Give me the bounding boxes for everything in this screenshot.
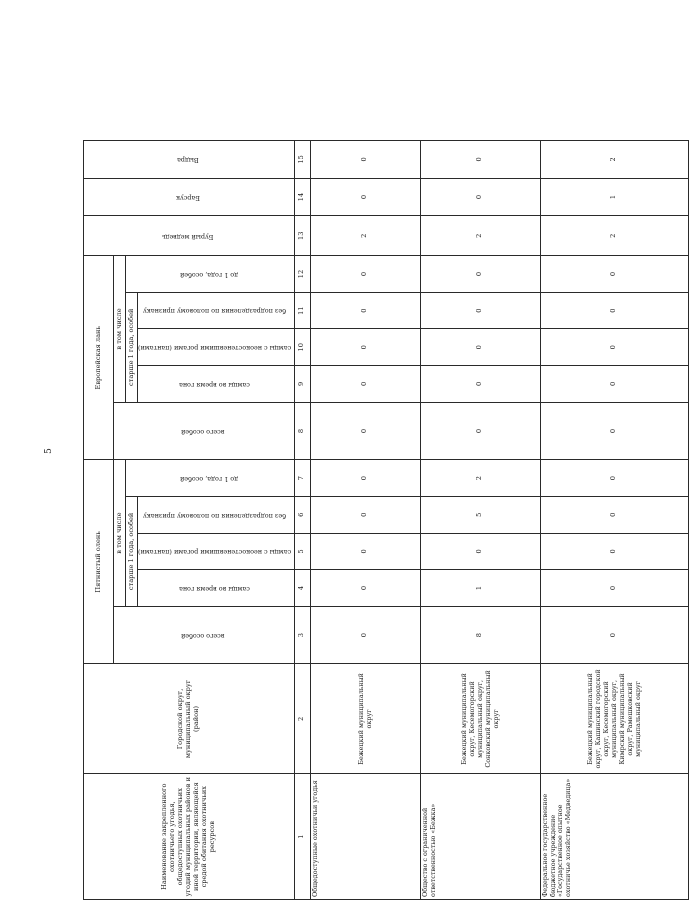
header-group-deer: Пятнистый олень bbox=[84, 460, 114, 664]
row-value: 0 bbox=[420, 329, 540, 366]
table-row bbox=[420, 141, 540, 900]
header-deer-older: старше 1 года, особей bbox=[126, 496, 138, 606]
row-value: 0 bbox=[420, 178, 540, 216]
row-value: 0 bbox=[540, 533, 688, 570]
row-value: 0 bbox=[310, 570, 420, 607]
row-value: 0 bbox=[540, 292, 688, 329]
index-row bbox=[294, 141, 310, 900]
census-table bbox=[83, 140, 689, 900]
header-doe-total: всего особей bbox=[114, 402, 295, 460]
table-frame bbox=[83, 140, 643, 900]
header-doe-older: старше 1 года, особей bbox=[126, 292, 138, 402]
row-value: 0 bbox=[540, 460, 688, 497]
header-municipality-col: Городской округ, муниципальный округ (район) bbox=[84, 664, 295, 774]
header-deer-inthat: в том числе bbox=[114, 460, 126, 607]
row-value: 0 bbox=[420, 256, 540, 293]
row-value: 0 bbox=[310, 606, 420, 664]
header-deer-nosex: без подразделения по половому признаку bbox=[138, 496, 295, 533]
header-bear: Бурый медведь bbox=[84, 216, 295, 256]
header-doe-inthat: в том числе bbox=[114, 256, 126, 403]
row-value: 1 bbox=[540, 178, 688, 216]
row-value: 2 bbox=[540, 141, 688, 179]
col-index: 14 bbox=[294, 178, 310, 216]
table-row bbox=[540, 141, 688, 900]
row-value: 1 bbox=[420, 570, 540, 607]
col-index: 5 bbox=[294, 533, 310, 570]
col-index: 6 bbox=[294, 496, 310, 533]
col-index: 15 bbox=[294, 141, 310, 179]
row-value: 0 bbox=[310, 178, 420, 216]
row-value: 0 bbox=[420, 533, 540, 570]
header-deer-antlers: самцы с неокостеневшими рогами (пантами) bbox=[138, 533, 295, 570]
row-value: 0 bbox=[540, 256, 688, 293]
header-doe-antlers: самцы с неокостеневшими рогами (пантами) bbox=[138, 329, 295, 366]
col-index: 2 bbox=[294, 664, 310, 774]
row-municipality: Бежецкий муниципальный округ, Кашинский городской округ, Кесемогорский муниципальный округ, Кимрский муниципальный округ, Рамешковский муниципальный округ bbox=[540, 664, 688, 774]
col-index: 12 bbox=[294, 256, 310, 293]
row-value: 0 bbox=[420, 141, 540, 179]
row-value: 0 bbox=[540, 496, 688, 533]
col-index: 13 bbox=[294, 216, 310, 256]
row-name: Федеральное государственное бюджетное учреждение «Государственное опытное охотничье хозяйство «Медведица» bbox=[540, 774, 688, 900]
header-deer-hunting: самцы во время гона bbox=[138, 570, 295, 607]
header-deer-total: всего особей bbox=[114, 606, 295, 664]
col-index: 1 bbox=[294, 774, 310, 900]
row-value: 8 bbox=[420, 606, 540, 664]
header-deer-under1: до 1 года, особей bbox=[126, 460, 295, 497]
table-row bbox=[310, 141, 420, 900]
col-index: 7 bbox=[294, 460, 310, 497]
header-name-col: Наименование закрепленного охотничьего угодья, общедоступных охотничьих угодий муниципальных районов и иной территории, являющейся средой обитания охотничьих ресурсов bbox=[84, 774, 295, 900]
page-number: 5 bbox=[43, 448, 54, 454]
row-municipality: Бежецкий муниципальный округ bbox=[310, 664, 420, 774]
col-index: 10 bbox=[294, 329, 310, 366]
col-index: 9 bbox=[294, 366, 310, 403]
row-value: 2 bbox=[420, 460, 540, 497]
row-value: 0 bbox=[420, 402, 540, 460]
row-value: 0 bbox=[310, 292, 420, 329]
header-badger: Барсук bbox=[84, 178, 295, 216]
row-value: 0 bbox=[310, 256, 420, 293]
col-index: 3 bbox=[294, 606, 310, 664]
row-value: 0 bbox=[310, 141, 420, 179]
header-otter: Выдра bbox=[84, 141, 295, 179]
row-value: 0 bbox=[310, 496, 420, 533]
col-index: 8 bbox=[294, 402, 310, 460]
row-value: 0 bbox=[540, 366, 688, 403]
row-value: 0 bbox=[540, 570, 688, 607]
row-name: Общество с ограниченной ответственностью «Бежка» bbox=[420, 774, 540, 900]
col-index: 4 bbox=[294, 570, 310, 607]
row-value: 0 bbox=[310, 533, 420, 570]
row-value: 0 bbox=[310, 366, 420, 403]
row-value: 0 bbox=[540, 606, 688, 664]
row-name: Общедоступные охотничьи угодья bbox=[310, 774, 420, 900]
row-value: 2 bbox=[540, 216, 688, 256]
row-value: 0 bbox=[310, 329, 420, 366]
row-value: 2 bbox=[420, 216, 540, 256]
col-index: 11 bbox=[294, 292, 310, 329]
row-value: 0 bbox=[310, 460, 420, 497]
row-value: 0 bbox=[420, 366, 540, 403]
header-doe-nosex: без подразделения по половому признаку bbox=[138, 292, 295, 329]
row-value: 0 bbox=[540, 329, 688, 366]
row-value: 2 bbox=[310, 216, 420, 256]
header-doe-under1: до 1 года, особей bbox=[126, 256, 295, 293]
header-group-doe: Европейская лань bbox=[84, 256, 114, 460]
row-value: 0 bbox=[540, 402, 688, 460]
row-value: 5 bbox=[420, 496, 540, 533]
row-value: 0 bbox=[420, 292, 540, 329]
row-municipality: Бежецкий муниципальный округ, Кесемогорский муниципальный округ, Сонковский муниципальный округ bbox=[420, 664, 540, 774]
row-value: 0 bbox=[310, 402, 420, 460]
header-doe-hunting: самцы во время гона bbox=[138, 366, 295, 403]
